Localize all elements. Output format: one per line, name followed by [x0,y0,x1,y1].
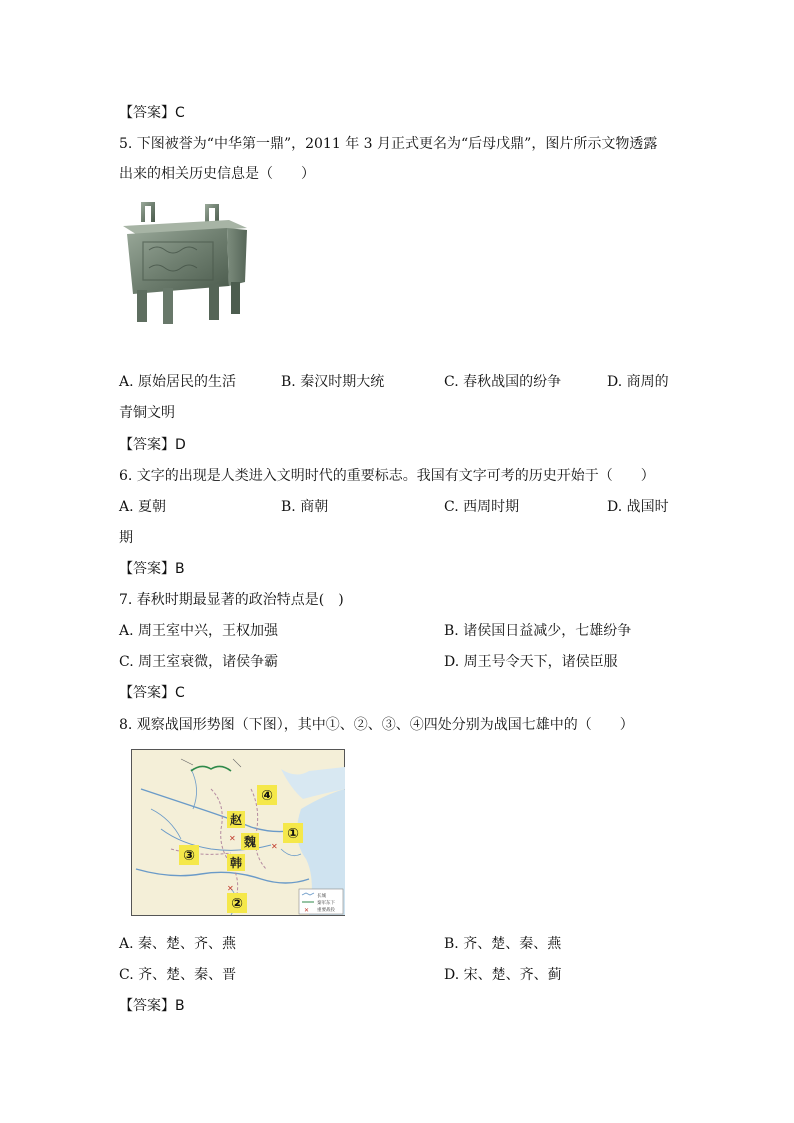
q6-option-c[interactable]: C. 西周时期 [444,499,520,515]
map-marker-1: ① [287,826,299,842]
question-5-line1: 5. 下图被誉为“中华第一鼎”，2011 年 3 月正式更名为“后母戊鼎”，图片所示文物透露 [119,136,658,152]
ding-vessel-image [119,198,249,333]
map-legend-2: 秦军东下 [317,901,335,906]
question-8-line1: 8. 观察战国形势图（下图），其中①、②、③、④四处分别为战国七雄中的（ ） [119,717,634,733]
q7-option-a[interactable]: A. 周王室中兴，王权加强 [119,623,279,639]
answer-q8: 【答案】B [119,998,185,1014]
q8-option-a[interactable]: A. 秦、楚、齐、燕 [119,936,237,952]
answer-q7: 【答案】C [119,685,185,701]
q5-option-b[interactable]: B. 秦汉时期大统 [281,374,385,390]
q6-option-d-wrap: 期 [119,530,133,546]
answer-q5: 【答案】D [119,437,186,453]
map-marker-3: ③ [183,848,195,864]
answer-q6: 【答案】B [119,561,185,577]
question-5-line2: 出来的相关历史信息是（ ） [119,166,315,182]
map-legend-1: 长城 [317,894,326,899]
q6-option-d[interactable]: D. 战国时 [607,499,669,515]
map-label-wei: 魏 [243,835,257,849]
q7-option-d[interactable]: D. 周王号令天下，诸侯臣服 [444,654,618,670]
q8-option-b[interactable]: B. 齐、楚、秦、燕 [444,936,562,952]
q5-option-a[interactable]: A. 原始居民的生活 [119,374,237,390]
svg-text:✕: ✕ [304,907,310,914]
q8-option-d[interactable]: D. 宋、楚、齐、蓟 [444,967,562,983]
svg-text:✕: ✕ [227,884,234,893]
map-legend-3: 重要战役 [317,908,335,913]
svg-text:✕: ✕ [229,834,236,843]
map-marker-4: ④ [261,788,273,804]
warring-states-map [131,749,345,916]
question-6-line1: 6. 文字的出现是人类进入文明时代的重要标志。我国有文字可考的历史开始于（ ） [119,468,655,484]
map-marker-2: ② [231,896,243,912]
q5-option-c[interactable]: C. 春秋战国的纷争 [444,374,562,390]
q5-option-d[interactable]: D. 商周的 [607,374,669,390]
q5-option-d-wrap: 青铜文明 [119,405,175,421]
q6-option-b[interactable]: B. 商朝 [281,499,329,515]
q8-option-c[interactable]: C. 齐、楚、秦、晋 [119,967,237,983]
q6-option-a[interactable]: A. 夏朝 [119,499,167,515]
q7-option-c[interactable]: C. 周王室衰微，诸侯争霸 [119,654,279,670]
q7-option-b[interactable]: B. 诸侯国日益减少，七雄纷争 [444,623,632,639]
answer-q4: 【答案】C [119,105,185,121]
map-label-zhao: 赵 [229,813,243,827]
svg-text:✕: ✕ [271,842,278,851]
map-label-han: 韩 [229,856,243,870]
question-7-line1: 7. 春秋时期最显著的政治特点是( ) [119,592,344,608]
